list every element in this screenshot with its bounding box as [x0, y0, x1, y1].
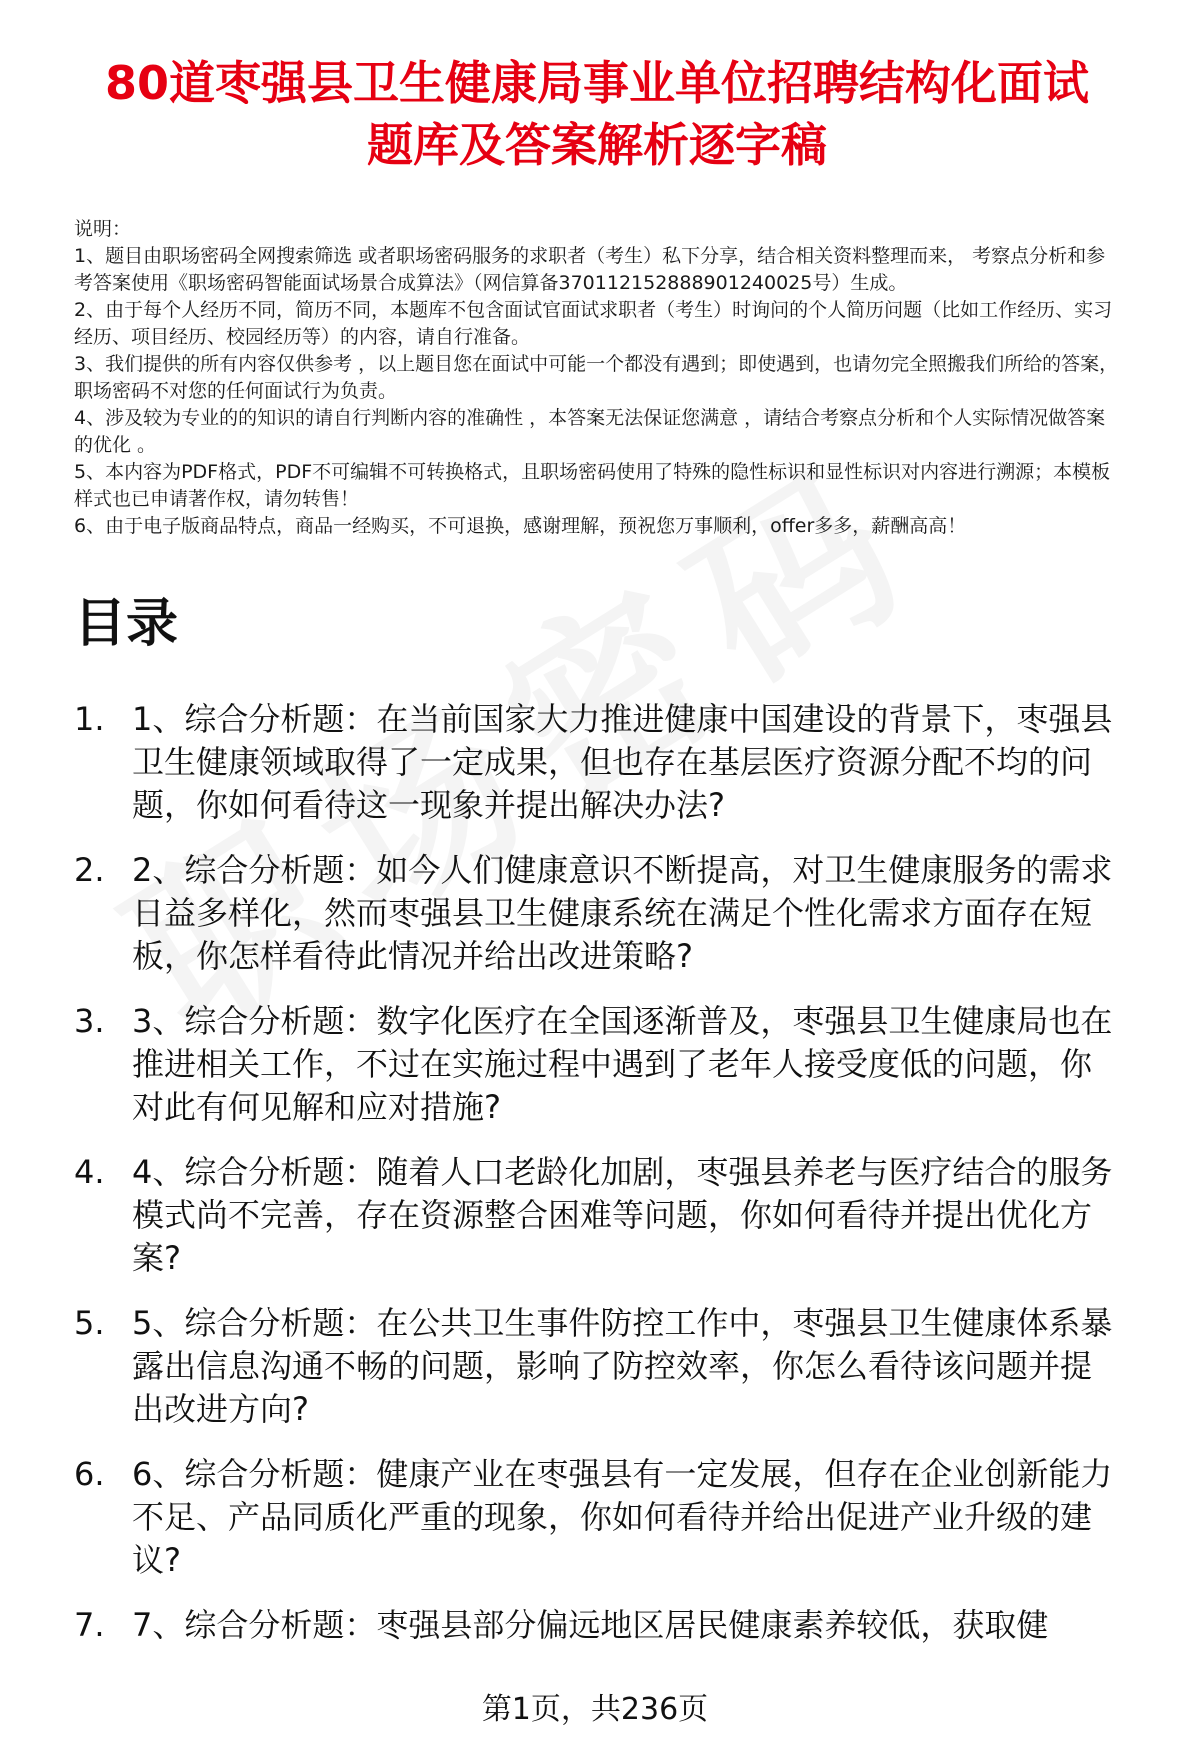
toc-item-text[interactable]: 7、综合分析题：枣强县部分偏远地区居民健康素养较低，获取健 — [132, 1606, 1049, 1644]
toc-item-number: 2. — [74, 851, 105, 889]
toc-item-number: 7. — [74, 1606, 105, 1644]
toc-heading: 目录 — [74, 594, 179, 654]
notes-section — [74, 216, 1120, 540]
toc-item-text[interactable]: 1、综合分析题：在当前国家大力推进健康中国建设的背景下，枣强县卫生健康领域取得了一定成果，但也存在基层医疗资源分配不均的问题，你如何看待这一现象并提出解决办法? — [132, 700, 1113, 824]
toc-item-number: 1. — [74, 700, 105, 738]
notes-line: 3、我们提供的所有内容仅供参考 ，以上题目您在面试中可能一个都没有遇到；即使遇到，也请勿完全照搬我们所给的答案，职场密码不对您的任何面试行为负责。 — [74, 353, 1119, 402]
notes-line: 6、由于电子版商品特点，商品一经购买，不可退换，感谢理解，预祝您万事顺利，offer多多，薪酬高高！ — [74, 515, 967, 537]
toc-item[interactable] — [74, 698, 1120, 827]
toc-item-text[interactable]: 5、综合分析题：在公共卫生事件防控工作中，枣强县卫生健康体系暴露出信息沟通不畅的问题，影响了防控效率，你怎么看待该问题并提出改进方向? — [132, 1304, 1113, 1428]
notes-line: 1、题目由职场密码全网搜索筛选 或者职场密码服务的求职者（考生）私下分享，结合相关资料整理而来， 考察点分析和参考答案使用《职场密码智能面试场景合成算法》（网信算备370112152888901240025号）生成。 — [74, 245, 1106, 294]
toc-item-number: 4. — [74, 1153, 105, 1191]
notes-line: 5、本内容为PDF格式，PDF不可编辑不可转换格式，且职场密码使用了特殊的隐性标识和显性标识对内容进行溯源；本模板样式也已申请著作权，请勿转售！ — [74, 461, 1111, 510]
toc-item-text[interactable]: 4、综合分析题：随着人口老龄化加剧，枣强县养老与医疗结合的服务模式尚不完善，存在资源整合困难等问题，你如何看待并提出优化方案? — [132, 1153, 1113, 1277]
toc-item[interactable] — [74, 1302, 1120, 1431]
toc-item[interactable] — [74, 1000, 1120, 1129]
toc-item[interactable] — [74, 849, 1120, 978]
notes-line: 说明： — [74, 218, 132, 240]
toc-list — [74, 698, 1120, 1647]
toc-item-number: 5. — [74, 1304, 105, 1342]
page-footer: 第1页，共236页 — [481, 1692, 709, 1727]
toc-item[interactable] — [74, 1604, 1120, 1647]
toc-item-number: 3. — [74, 1002, 105, 1040]
notes-line: 4、涉及较为专业的的知识的请自行判断内容的准确性 ，本答案无法保证您满意 ，请结合考察点分析和个人实际情况做答案的优化 。 — [74, 407, 1106, 456]
notes-line: 2、由于每个人经历不同，简历不同，本题库不包含面试官面试求职者（考生）时询问的个人简历问题（比如工作经历、实习经历、项目经历、校园经历等）的内容，请自行准备。 — [74, 299, 1113, 348]
toc-item-text[interactable]: 6、综合分析题：健康产业在枣强县有一定发展，但存在企业创新能力不足、产品同质化严重的现象，你如何看待并给出促进产业升级的建议? — [132, 1455, 1113, 1579]
toc-item[interactable] — [74, 1151, 1120, 1280]
toc-item[interactable] — [74, 1453, 1120, 1582]
toc-item-text[interactable]: 3、综合分析题：数字化医疗在全国逐渐普及，枣强县卫生健康局也在推进相关工作，不过在实施过程中遇到了老年人接受度低的问题，你对此有何见解和应对措施? — [132, 1002, 1113, 1126]
toc-item-number: 6. — [74, 1455, 105, 1493]
toc-item-text[interactable]: 2、综合分析题：如今人们健康意识不断提高，对卫生健康服务的需求日益多样化，然而枣强县卫生健康系统在满足个性化需求方面存在短板，你怎样看待此情况并给出改进策略? — [132, 851, 1113, 975]
document-title: 80道枣强县卫生健康局事业单位招聘结构化面试题库及答案解析逐字稿 — [104, 56, 1089, 172]
